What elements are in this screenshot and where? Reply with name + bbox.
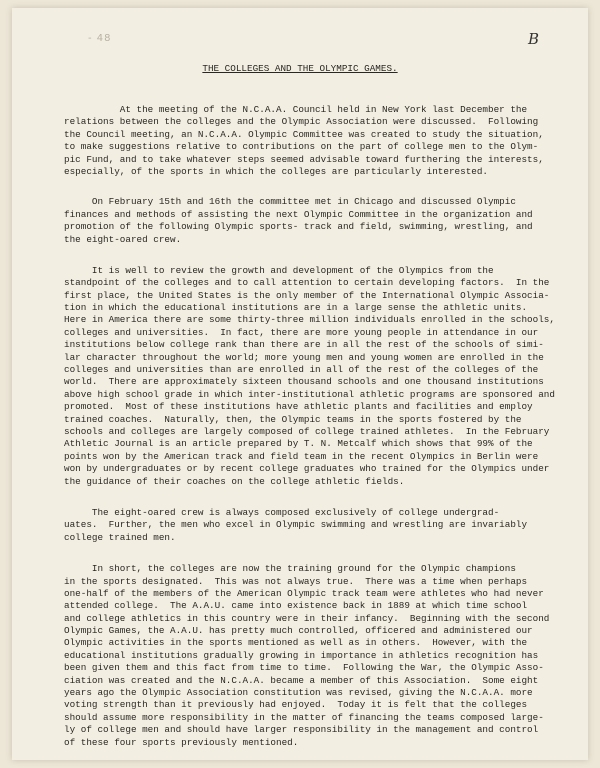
text-line: lar character throughout the world; more young men and young women are enrolled in the	[64, 351, 544, 363]
text-line: colleges and universities. In fact, there are more young people in attendance in our	[64, 326, 539, 338]
text-line: educational institutions gradually growing in importance in athletics recognition has	[64, 649, 539, 661]
text-line: world. There are approximately sixteen thousand schools and one thousand institutions	[64, 376, 544, 388]
text-line: tion in which the educational institutions are in a large sense the athletic units.	[64, 302, 528, 314]
text-line: been given them and this fact from time to time. Following the War, the Olympic Asso-	[64, 662, 544, 674]
text-line: pic Fund, and to take whatever steps seemed advisable toward furthering the interests,	[64, 153, 544, 165]
text-line: uates. Further, the men who excel in Olympic swimming and wrestling are invariably	[64, 519, 528, 531]
text-line: colleges and universities than are enrolled in all of the rest of the colleges of the	[64, 364, 539, 376]
page-mark: B	[528, 30, 540, 48]
text-line: At the meeting of the N.C.A.A. Council held in New York last December the	[64, 104, 528, 115]
text-line: institutions below college rank than there are in all the rest of the schools of simi-	[64, 339, 544, 351]
paragraph	[64, 507, 564, 544]
text-line: Olympic Games, the A.A.U. has pretty much controlled, officered and administered our	[64, 625, 533, 637]
text-line: above high school grade in which inter-institutional athletic programs are sponsored and	[64, 388, 555, 400]
text-line: the guidance of their coaches on the college athletic fields.	[64, 475, 405, 487]
text-line: The eight-oared crew is always composed exclusively of college undergrad-	[64, 506, 500, 518]
document-title	[0, 63, 600, 74]
text-line: On February 15th and 16th the committee met in Chicago and discussed Olympic	[64, 196, 516, 208]
document-body	[64, 104, 564, 768]
paragraph	[64, 104, 564, 178]
text-line: voting strength than it previously had enjoyed. Today it is felt that the colleges	[64, 699, 528, 711]
text-line: years ago the Olympic Association constitution was revised, giving the N.C.A.A. more	[64, 687, 533, 699]
text-line: finances and methods of assisting the next Olympic Committee in the organization and	[64, 208, 533, 220]
pencil-mark: - 48	[88, 33, 112, 44]
text-line: Athletic Journal is an article prepared by T. N. Metcalf which shows that 99% of the	[64, 438, 533, 450]
paragraph	[64, 196, 564, 246]
text-line: points won by the American track and field team in the recent Olympics in Berlin were	[64, 450, 539, 462]
text-line: promotion of the following Olympic sports- track and field, swimming, wrestling, and	[64, 221, 533, 233]
text-line: ciation was created and the N.C.A.A. became a member of this Association. Some eight	[64, 674, 539, 686]
text-line: to make suggestions relative to contributions on the part of college men to the Olym-	[64, 141, 539, 153]
text-line: standpoint of the colleges and to call attention to certain developing factors. In the	[64, 277, 550, 289]
text-line: especially, of the sports in which the colleges are particularly interested.	[64, 165, 489, 177]
text-line: won by undergraduates or by recent college graduates who trained for the Olympics under	[64, 463, 550, 475]
text-line: promoted. Most of these institutions have athletic plants and facilities and employ	[64, 401, 533, 413]
text-line: the Council meeting, an N.C.A.A. Olympic Committee was created to study the situation,	[64, 128, 544, 140]
text-line: In short, the colleges are now the training ground for the Olympic champions	[64, 563, 516, 575]
text-line: the eight-oared crew.	[64, 233, 182, 245]
text-line: Olympic activities in the sports mentioned as well as in others. However, with the	[64, 637, 528, 649]
text-line: Here in America there are some thirty-three million individuals enrolled in the schools,	[64, 314, 555, 326]
text-line: It is well to review the growth and development of the Olympics from the	[64, 264, 494, 276]
text-line: trained coaches. Naturally, then, the Olympic teams in the sports fostered by the	[64, 413, 522, 425]
text-line: relations between the colleges and the Olympic Association were discussed. Following	[64, 116, 539, 128]
document-title-text: THE COLLEGES AND THE OLYMPIC GAMES.	[202, 63, 398, 74]
text-line: first place, the United States is the only member of the International Olympic Associa-	[64, 289, 550, 301]
text-line: college trained men.	[64, 531, 176, 543]
text-line: in the sports designated. This was not always true. There was a time when perhaps	[64, 575, 528, 587]
text-line: attended college. The A.A.U. came into existence back in 1889 at which time school	[64, 600, 528, 612]
text-line: ly of college men and should have larger responsibility in the management and control	[64, 724, 539, 736]
text-line: of these four sports previously mentioned.	[64, 736, 299, 748]
text-line: schools and colleges are largely composed of college trained athletes. In the February	[64, 425, 550, 437]
text-line: and college athletics in this country were in their infancy. Beginning with the second	[64, 612, 550, 624]
paragraph	[64, 265, 564, 488]
paragraph	[64, 563, 564, 749]
text-line: one-half of the members of the American Olympic track team were athletes who had never	[64, 587, 544, 599]
text-line: should assume more responsibility in the matter of financing the teams composed large-	[64, 711, 544, 723]
